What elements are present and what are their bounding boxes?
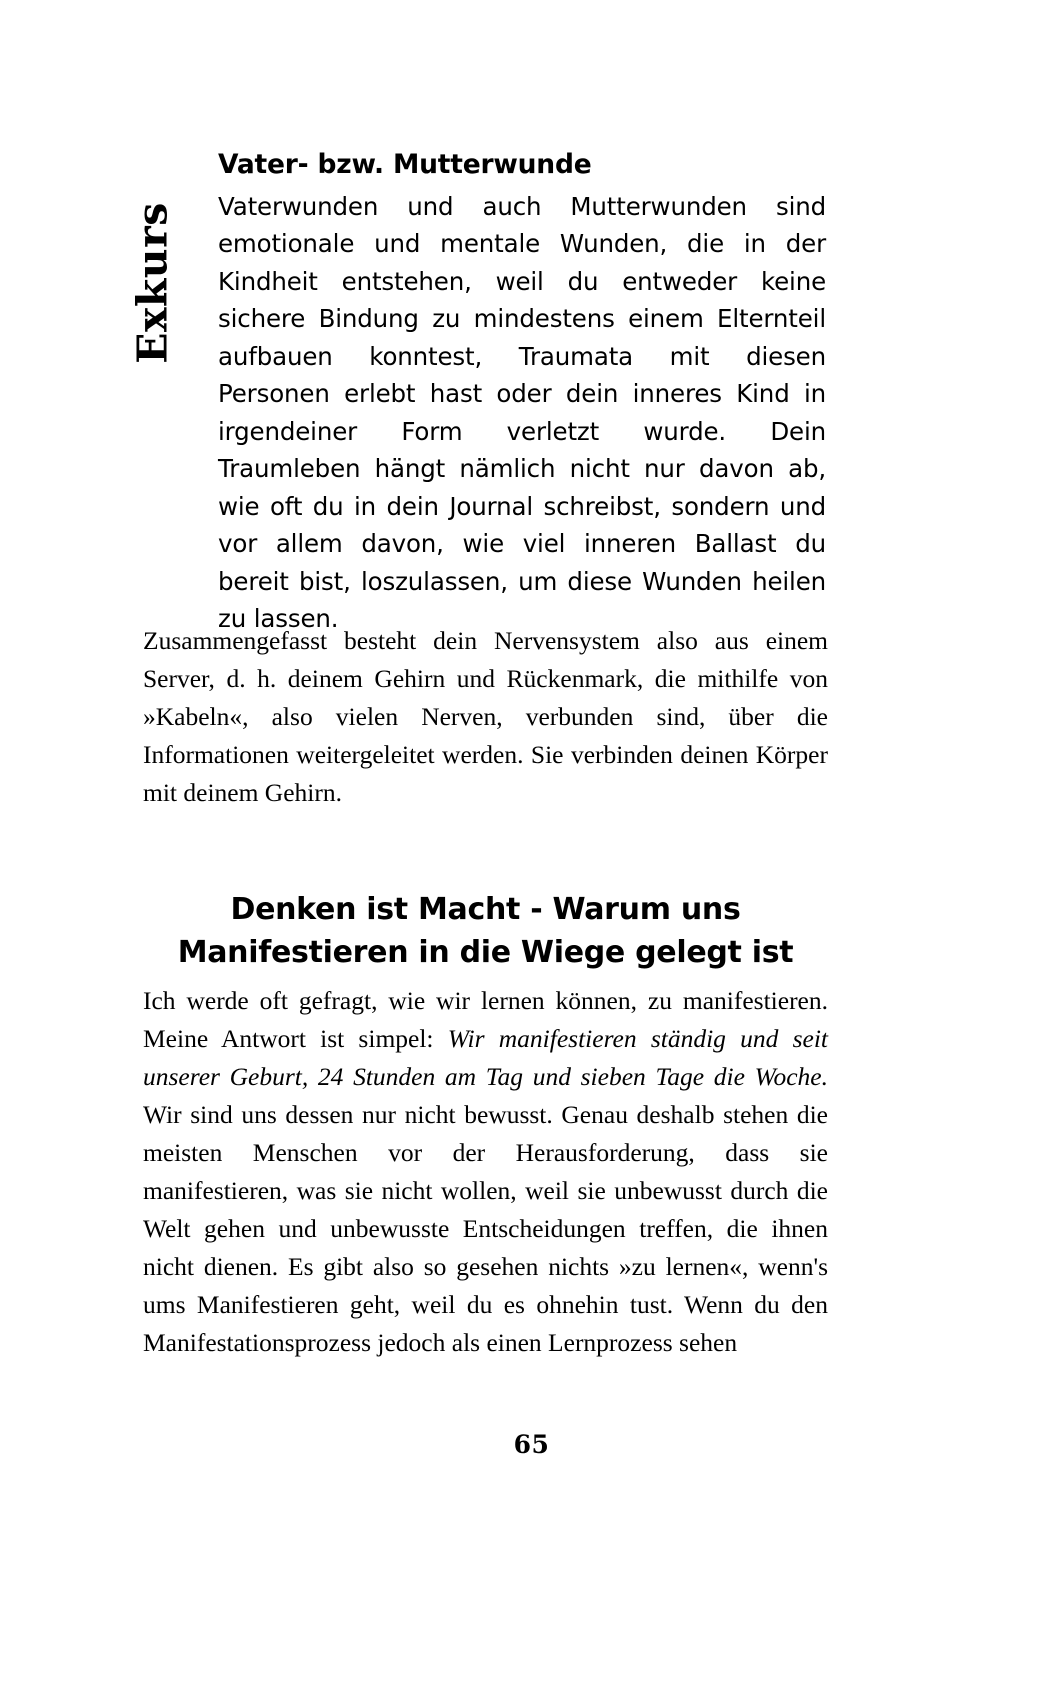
excursus-body-text: Vaterwunden und auch Mutterwunden sind emotionale und mentale Wunden, die in der Kindheit entstehen, weil du entweder keine sichere Bindung zu mindestens einem Elternteil aufbauen konntest, Traumata mit diesen Personen erlebt hast oder dein inneres Kind in irgendeiner Form verletzt wurde. Dein Traumleben hängt nämlich nicht nur davon ab, wie oft du in dein Journal schreibst, sondern und vor allem davon, wie viel inneren Ballast du bereit bist, loszulassen, um diese Wunden heilen zu lassen. bbox=[218, 191, 826, 634]
section-heading-line-1: Denken ist Macht - Warum uns bbox=[230, 892, 741, 927]
paragraph-manifest-part-2: Wir sind uns dessen nur nicht bewusst. Genau deshalb stehen die meisten Menschen vor der Herausforderung, dass sie manifestieren, was sie nicht wollen, weil sie unbewusst durch die Welt gehen und unbewusste Entscheidungen treffen, die ihnen nicht dienen. Es gibt also so gesehen nichts »zu lernen«, wenn's ums Manifestieren geht, weil du es ohnehin tust. Wenn du den Manifestationsprozess jedoch als einen Lernprozess sehen bbox=[143, 1100, 828, 1357]
paragraph-manifest-emphasis: Wir manifestieren ständig und seit unserer Geburt, 24 Stunden am Tag und sieben Tage die Woche. bbox=[143, 1024, 828, 1091]
excursus-tab-label: Exkurs bbox=[128, 202, 177, 364]
section-heading bbox=[143, 888, 828, 974]
paragraph-nervensystem: Zusammengefasst besteht dein Nervensystem also aus einem Server, d. h. deinem Gehirn und Rückenmark, die mithilfe von »Kabeln«, also vielen Nerven, verbunden sind, über die Informationen weitergeleitet werden. Sie verbinden deinen Körper mit deinem Gehirn. bbox=[143, 626, 828, 807]
excursus-block bbox=[218, 150, 826, 638]
paragraph-manifest-part-1: Ich werde oft gefragt, wie wir lernen können, zu manifestieren. Meine Antwort ist simpel: bbox=[143, 986, 828, 1053]
paragraph-manifest bbox=[143, 982, 828, 1362]
excursus-heading: Vater- bzw. Mutterwunde bbox=[218, 149, 592, 180]
excursus-side-tab bbox=[118, 188, 188, 378]
section-heading-line-2: Manifestieren in die Wiege gelegt ist bbox=[177, 935, 794, 970]
page-number: 65 bbox=[513, 1430, 550, 1459]
